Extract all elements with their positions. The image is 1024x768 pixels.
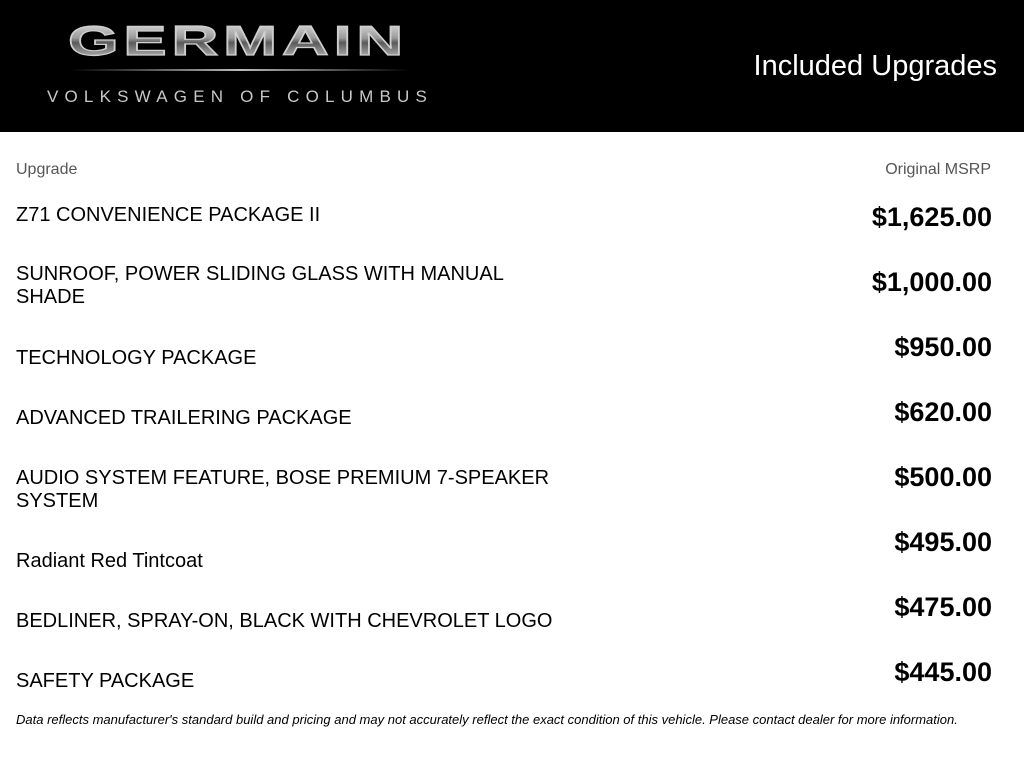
upgrade-column-header: Upgrade (16, 161, 78, 178)
upgrade-name: TECHNOLOGY PACKAGE (16, 347, 257, 369)
upgrade-name: SUNROOF, POWER SLIDING GLASS WITH MANUAL SHADE (16, 263, 504, 308)
upgrade-row (16, 526, 992, 591)
upgrade-name: ADVANCED TRAILERING PACKAGE (16, 407, 352, 429)
upgrade-price: $445.00 (894, 657, 992, 687)
upgrade-row (16, 201, 992, 266)
upgrade-name: BEDLINER, SPRAY-ON, BLACK WITH CHEVROLET LOGO (16, 610, 553, 632)
upgrade-name: Radiant Red Tintcoat (16, 550, 203, 572)
dealer-logo (0, 0, 470, 132)
upgrade-price: $1,625.00 (871, 202, 992, 232)
upgrade-row (16, 331, 992, 396)
upgrade-name: Z71 CONVENIENCE PACKAGE II (16, 204, 321, 226)
upgrade-name: AUDIO SYSTEM FEATURE, BOSE PREMIUM 7-SPEAKER SYSTEM (16, 467, 550, 512)
upgrade-price: $475.00 (894, 592, 992, 622)
upgrade-price: $950.00 (894, 332, 992, 362)
upgrade-price: $500.00 (894, 462, 992, 492)
upgrade-row (16, 263, 992, 331)
upgrade-name: SAFETY PACKAGE (16, 670, 195, 692)
page-title: Included Upgrades (753, 50, 997, 82)
page-header (0, 0, 1024, 132)
upgrades-list (16, 201, 992, 721)
svg-text:VOLKSWAGEN OF COLUMBUS: VOLKSWAGEN OF COLUMBUS (46, 87, 434, 106)
msrp-column-header: Original MSRP (885, 161, 991, 178)
upgrade-row (16, 461, 992, 526)
upgrade-price: $620.00 (894, 397, 992, 427)
upgrade-price: $495.00 (894, 527, 992, 557)
svg-text:GERMAIN: GERMAIN (68, 16, 408, 65)
disclaimer-text: Data reflects manufacturer's standard build and pricing and may not accurately reflect the exact condition of this vehicle. Please contact dealer for more information. (16, 712, 958, 727)
upgrade-row (16, 591, 992, 656)
upgrade-row (16, 396, 992, 461)
upgrade-price: $1,000.00 (871, 267, 992, 297)
